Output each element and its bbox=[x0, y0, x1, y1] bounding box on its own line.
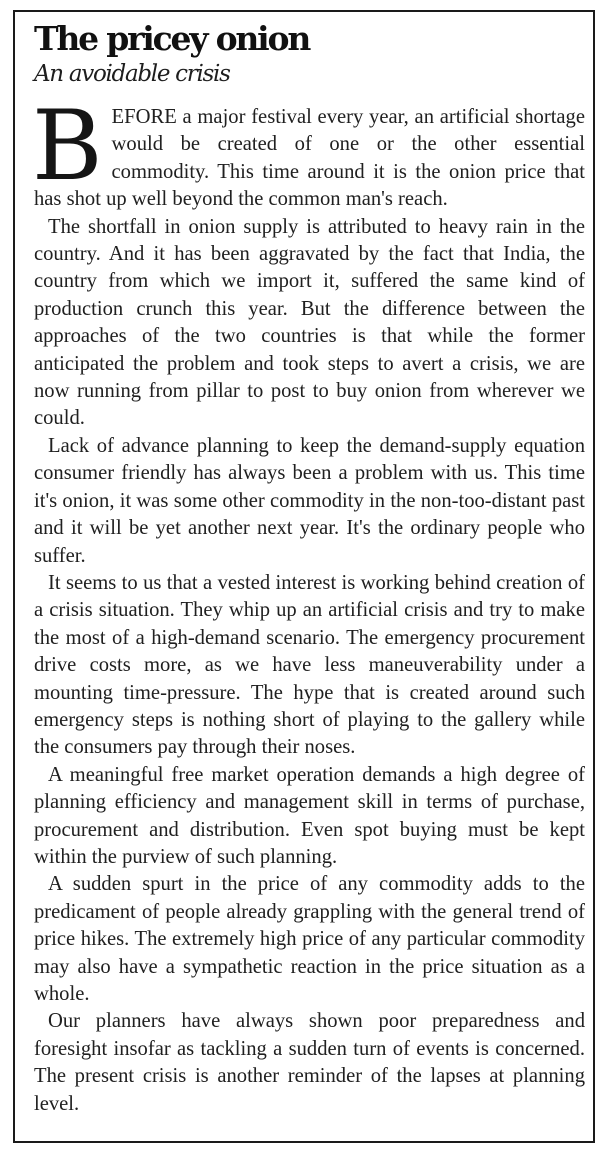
headline: The pricey onion bbox=[34, 19, 310, 58]
paragraph-3: Lack of advance planning to keep the demand-supply equation consumer friendly has always been a problem with us. This time it's onion, it was some other commodity in the non-too-distant past and it will be yet another next year. It's the ordinary people who suffer. bbox=[34, 434, 585, 567]
paragraph-2: The shortfall in onion supply is attributed to heavy rain in the country. And it has been aggravated by the fact that India, the country from which we import it, suffered the same kind of production crunch this year. But the difference between the approaches of the two countries is that while the former anticipated the problem and took steps to avert a crisis, we are now running from pillar to post to buy onion from wherever we could. bbox=[34, 215, 585, 430]
paragraph-6: A sudden spurt in the price of any commodity adds to the predicament of people already grappling with the general trend of price hikes. The extremely high price of any particular commodity may also have a sympathetic reaction in the price situation as a whole. bbox=[34, 873, 585, 1005]
editorial-box bbox=[13, 10, 595, 1143]
paragraph-7: Our planners have always shown poor preparedness and foresight insofar as tackling a sudden turn of events is concerned. The present crisis is another reminder of the lapses at planning level. bbox=[34, 1010, 585, 1115]
paragraph-5: A meaningful free market operation demands a high degree of planning efficiency and management skill in terms of purchase, procurement and distribution. Even spot buying must be kept within the purview of such planning. bbox=[34, 763, 585, 868]
article-body bbox=[32, 90, 585, 1118]
paragraph-1 bbox=[32, 90, 585, 214]
drop-cap: B bbox=[32, 90, 103, 202]
paragraph-1-text: EFORE a major festival every year, an artificial shortage would be created of one or the other essential commodity. This time around it is the onion price that has shot up well beyond the common man's reach. bbox=[34, 106, 585, 211]
editorial-content bbox=[34, 18, 585, 1118]
paragraph-4: It seems to us that a vested interest is working behind creation of a crisis situation. They whip up an artificial crisis and try to make the most of a high-demand scenario. The emergency procurement drive costs more, as we have less maneuverability under a mounting time-pressure. The hype that is created around such emergency steps is nothing short of playing to the gallery while the consumers pay through their noses. bbox=[34, 571, 585, 759]
subheadline: An avoidable crisis bbox=[34, 61, 230, 87]
